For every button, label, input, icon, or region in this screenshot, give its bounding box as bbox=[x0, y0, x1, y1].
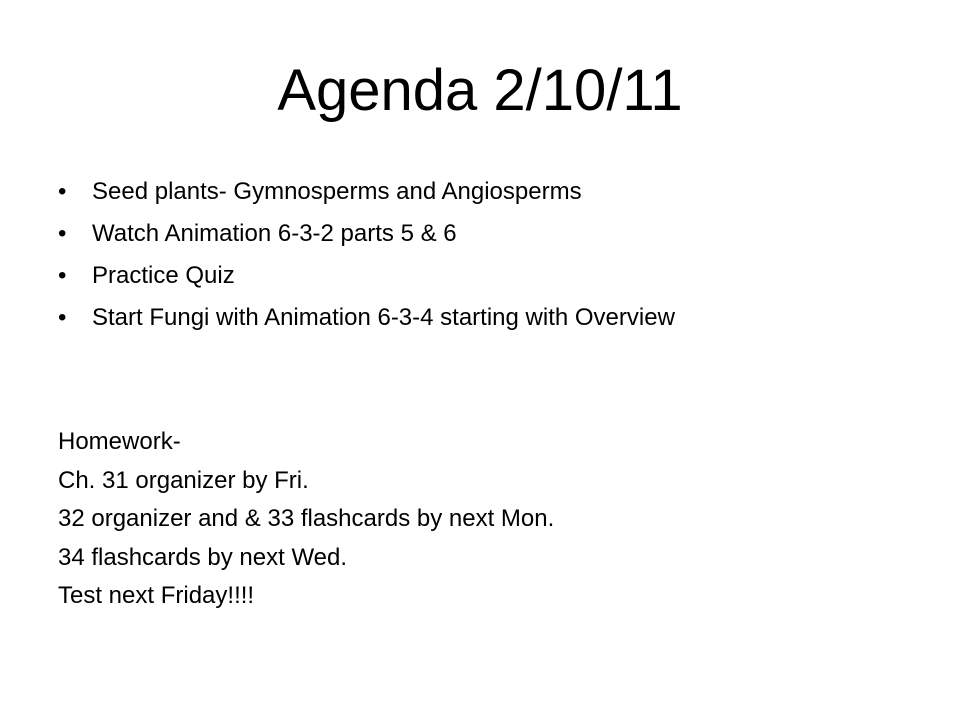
homework-line: 34 flashcards by next Wed. bbox=[58, 543, 348, 571]
bullet-dot-icon: • bbox=[58, 304, 67, 331]
agenda-bullet-item bbox=[58, 171, 938, 213]
slide-title: Agenda 2/10/11 bbox=[277, 58, 683, 123]
homework-line: 32 organizer and & 33 flashcards by next Mon. bbox=[58, 505, 555, 532]
homework-line: Ch. 31 organizer by Fri. bbox=[58, 466, 309, 494]
homework-heading: Homework- bbox=[58, 428, 181, 455]
agenda-bullet-text: Practice Quiz bbox=[92, 262, 235, 289]
agenda-bullet-list bbox=[58, 171, 938, 339]
agenda-bullet-text: Start Fungi with Animation 6-3-4 starting with Overview bbox=[92, 304, 675, 331]
bullet-dot-icon: • bbox=[58, 220, 67, 247]
agenda-bullet-item bbox=[58, 297, 938, 339]
homework-section bbox=[58, 423, 938, 616]
homework-line: Test next Friday!!!! bbox=[58, 582, 255, 609]
agenda-bullet-text: Seed plants- Gymnosperms and Angiosperms bbox=[92, 178, 582, 205]
agenda-bullet-item bbox=[58, 255, 938, 297]
bullet-dot-icon: • bbox=[58, 178, 67, 205]
bullet-dot-icon: • bbox=[58, 262, 67, 289]
agenda-bullet-text: Watch Animation 6-3-2 parts 5 & 6 bbox=[92, 220, 457, 247]
agenda-bullet-item bbox=[58, 213, 938, 255]
